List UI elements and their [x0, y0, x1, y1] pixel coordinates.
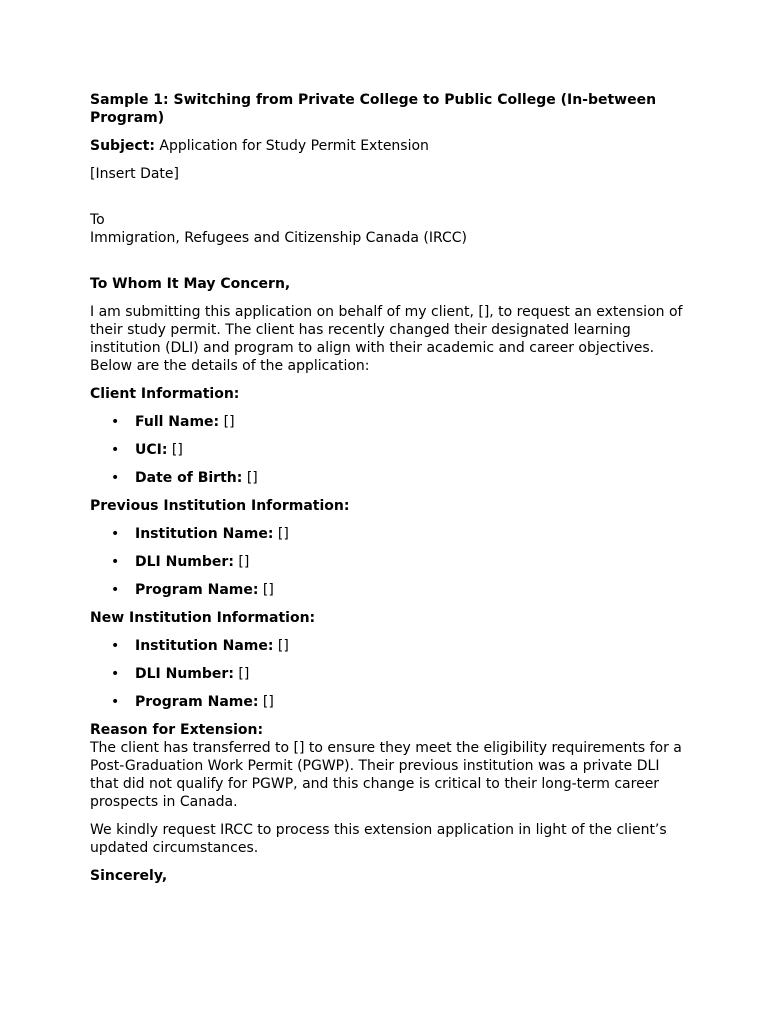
- field-label: DLI Number:: [135, 666, 234, 682]
- recipient-name: Immigration, Refugees and Citizenship Canada (IRCC): [90, 230, 468, 246]
- recipient-to: To: [90, 212, 105, 228]
- field-label: Institution Name:: [135, 638, 274, 654]
- bullet-icon: •: [111, 582, 120, 598]
- recipient-block: [90, 211, 690, 247]
- list-item: [111, 469, 690, 487]
- document-title: Sample 1: Switching from Private College to Public College (In-between Program): [90, 92, 657, 126]
- client-info-heading: Client Information:: [90, 386, 240, 402]
- field-value: []: [238, 666, 250, 682]
- reason-heading: Reason for Extension:: [90, 722, 264, 738]
- subject-label: Subject:: [90, 138, 155, 154]
- list-item: [111, 581, 690, 599]
- bullet-icon: •: [111, 694, 120, 710]
- field-label: DLI Number:: [135, 554, 234, 570]
- field-label: Full Name:: [135, 414, 220, 430]
- bullet-icon: •: [111, 666, 120, 682]
- bullet-icon: •: [111, 414, 120, 430]
- field-label: Program Name:: [135, 582, 259, 598]
- field-value: []: [246, 470, 258, 486]
- letter-document: [90, 91, 690, 885]
- previous-institution-heading: Previous Institution Information:: [90, 498, 350, 514]
- subject-text: Application for Study Permit Extension: [159, 138, 429, 154]
- list-item: [111, 665, 690, 683]
- new-institution-heading: New Institution Information:: [90, 610, 316, 626]
- bullet-icon: •: [111, 554, 120, 570]
- previous-institution-list: [90, 525, 690, 599]
- field-label: Institution Name:: [135, 526, 274, 542]
- reason-paragraph: The client has transferred to [] to ensure they meet the eligibility requirements for a Post-Graduation Work Permit (PGWP). Their previous institution was a private DLI that did not qualify for PGWP, and this change is critical to their long-term career prospects in Canada.: [90, 740, 682, 810]
- intro-paragraph: I am submitting this application on behalf of my client, [], to request an extension of their study permit. The client has recently changed their designated learning institution (DLI) and program to align with their academic and career objectives. Below are the details of the application:: [90, 304, 683, 374]
- field-value: []: [277, 638, 289, 654]
- field-value: []: [277, 526, 289, 542]
- bullet-icon: •: [111, 442, 120, 458]
- list-item: [111, 693, 690, 711]
- list-item: [111, 637, 690, 655]
- request-paragraph: We kindly request IRCC to process this extension application in light of the client’s updated circumstances.: [90, 822, 667, 856]
- reason-section: [90, 721, 690, 811]
- closing: Sincerely,: [90, 868, 168, 884]
- field-label: Date of Birth:: [135, 470, 243, 486]
- list-item: [111, 441, 690, 459]
- field-label: UCI:: [135, 442, 168, 458]
- bullet-icon: •: [111, 638, 120, 654]
- new-institution-list: [90, 637, 690, 711]
- field-value: []: [262, 582, 274, 598]
- salutation: To Whom It May Concern,: [90, 276, 291, 292]
- subject-line: [90, 137, 690, 155]
- list-item: [111, 413, 690, 431]
- date-placeholder: [Insert Date]: [90, 166, 179, 182]
- list-item: [111, 525, 690, 543]
- list-item: [111, 553, 690, 571]
- field-value: []: [238, 554, 250, 570]
- client-info-list: [90, 413, 690, 487]
- field-value: []: [262, 694, 274, 710]
- bullet-icon: •: [111, 526, 120, 542]
- field-value: []: [223, 414, 235, 430]
- bullet-icon: •: [111, 470, 120, 486]
- field-label: Program Name:: [135, 694, 259, 710]
- field-value: []: [171, 442, 183, 458]
